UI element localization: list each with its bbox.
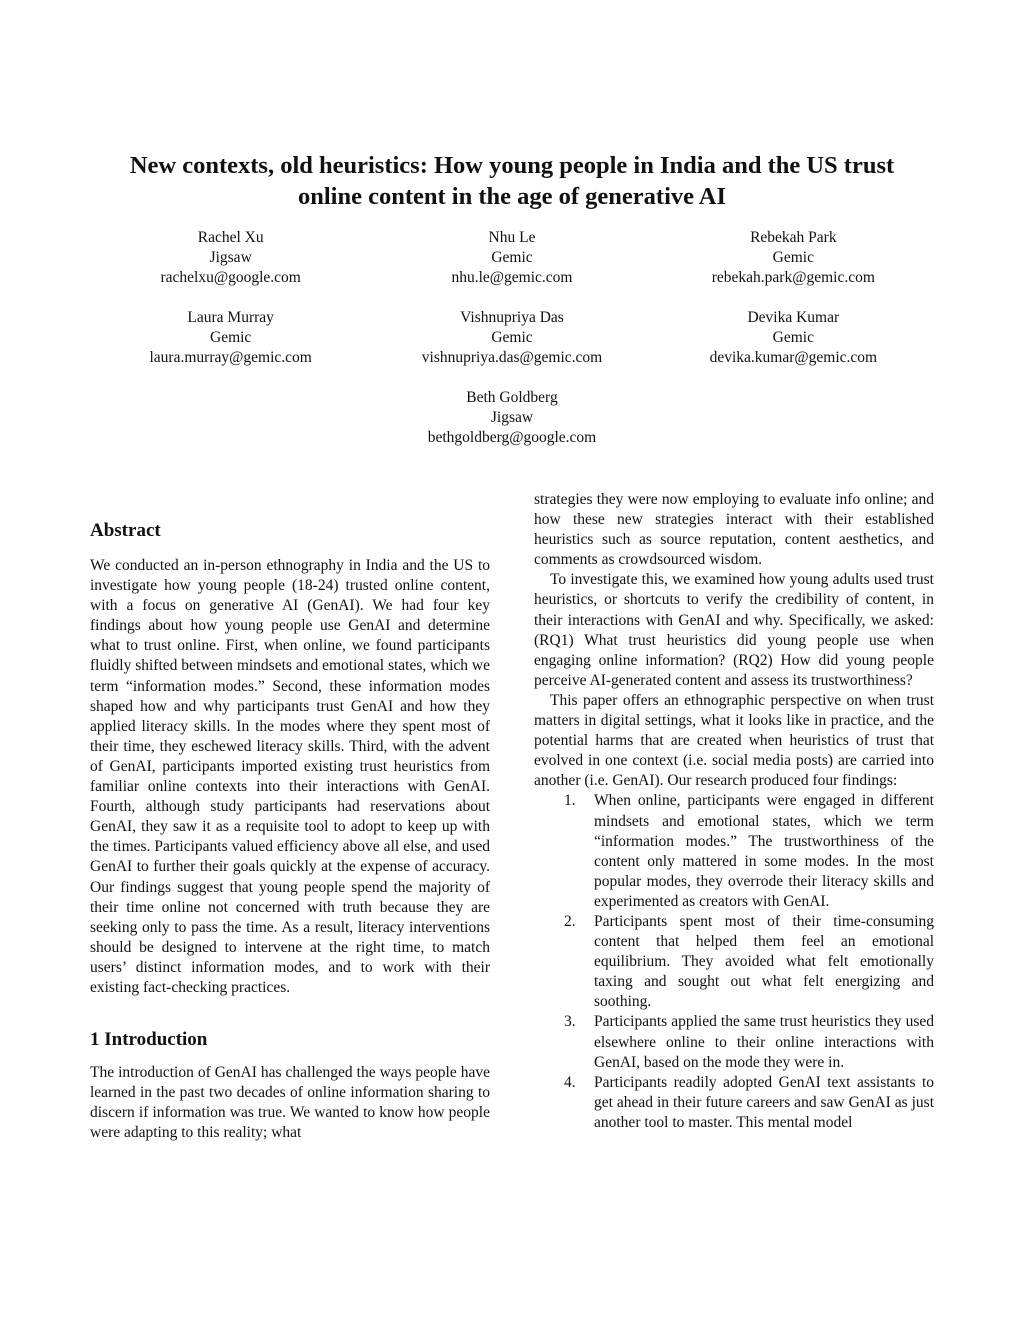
author-affiliation: Jigsaw <box>490 409 534 426</box>
left-column <box>90 519 490 1143</box>
author-email: rachelxu@google.com <box>160 269 301 286</box>
introduction-paragraph: The introduction of GenAI has challenged the ways people have learned in the past two decades of online information sharing to discern if information was true. We wanted to know how people were adapting to this reality; what <box>90 1064 490 1142</box>
author-affiliation: Gemic <box>491 249 533 266</box>
introduction-paragraph: This paper offers an ethnographic perspective on when trust matters in digital settings, what it looks like in practice, and the potential harms that are created when heuristics of trust that evolved in one context (i.e. social media posts) are carried into another (i.e. GenAI). Our research produced four findings: <box>534 691 934 790</box>
introduction-paragraph: To investigate this, we examined how young adults used trust heuristics, or shortcuts to verify the credibility of content, in their interactions with GenAI and why. Specifically, we asked: (RQ1) What trust heuristics did young people use when engaging online information? (RQ2) How did young people perceive AI-generated content and assess its trustworthiness? <box>534 571 934 689</box>
author-name: Nhu Le <box>488 229 536 246</box>
author-name: Rebekah Park <box>750 229 837 246</box>
author-email: bethgoldberg@google.com <box>427 429 597 446</box>
abstract-text: We conducted an in-person ethnography in India and the US to investigate how young people (18-24) trusted online content, with a focus on generative AI (GenAI). We had four key findings about how young people use GenAI and determine what to trust online. First, when online, we found participants fluidly shifted between mindsets and emotional states, which we term “information modes.” Second, these information modes shaped how and why participants trust GenAI and how they applied literacy skills. In the modes where they spent most of their time, they eschewed literacy skills. Third, with the advent of GenAI, participants imported existing trust heuristics from familiar online contexts into their interactions with GenAI. Fourth, although study participants had reservations about GenAI, they saw it as a requisite tool to adopt to keep up with the times. Participants valued efficiency above all else, and used GenAI to further their goals quickly at the expense of accuracy. Our findings suggest that young people spend the majority of their time online not concerned with truth because they are seeking only to pass the time. As a result, literacy interventions should be designed to intervene at the right time, to match users’ distinct information modes, and to work with their existing fact-checking practices. <box>90 557 490 996</box>
title-line-1: New contexts, old heuristics: How young people in India and the US trust <box>129 152 895 179</box>
author-entry <box>90 308 371 368</box>
introduction-paragraph-continued: strategies they were now employing to evaluate info online; and how these new strategies interact with their established heuristics such as source reputation, content aesthetics, and comments as crowdsourced wisdom. <box>534 491 934 569</box>
author-entry <box>371 308 652 368</box>
author-entry <box>371 228 652 288</box>
author-email: devika.kumar@gemic.com <box>709 349 878 366</box>
author-name: Beth Goldberg <box>466 389 558 406</box>
list-item-text: When online, participants were engaged in different mindsets and emotional states, which we term “information modes.” The trustworthiness of the content only mattered in some modes. In the most popular modes, they overrode their literacy skills and experimented as creators with GenAI. <box>594 792 934 910</box>
list-item <box>564 791 934 912</box>
author-name: Rachel Xu <box>197 229 264 246</box>
author-affiliation: Gemic <box>772 249 814 266</box>
author-email: vishnupriya.das@gemic.com <box>421 349 603 366</box>
list-item <box>564 1012 934 1072</box>
author-affiliation: Gemic <box>772 329 814 346</box>
author-affiliation: Gemic <box>210 329 252 346</box>
list-number: 1. <box>564 792 576 810</box>
author-entry <box>90 228 371 288</box>
author-entry <box>371 388 652 448</box>
author-email: nhu.le@gemic.com <box>451 269 573 286</box>
author-name: Vishnupriya Das <box>460 309 564 326</box>
list-number: 4. <box>564 1073 576 1091</box>
list-item-text: Participants readily adopted GenAI text assistants to get ahead in their future careers and saw GenAI as just another tool to master. This mental model <box>594 1073 934 1131</box>
author-block <box>90 228 934 448</box>
paper-title <box>90 150 934 212</box>
author-name: Devika Kumar <box>747 309 840 326</box>
list-item <box>564 912 934 1012</box>
list-number: 3. <box>564 1013 576 1031</box>
author-entry <box>653 228 934 288</box>
list-item-text: Participants applied the same trust heuristics they used elsewhere online to their online interactions with GenAI, based on the mode they were in. <box>594 1013 934 1071</box>
author-affiliation: Gemic <box>491 329 533 346</box>
list-number: 2. <box>564 912 576 930</box>
author-email: rebekah.park@gemic.com <box>711 269 875 286</box>
list-item <box>564 1073 934 1133</box>
author-affiliation: Jigsaw <box>209 249 252 266</box>
right-column <box>534 490 934 1133</box>
findings-list <box>534 791 934 1133</box>
title-line-2: online content in the age of generative AI <box>297 183 727 210</box>
author-email: laura.murray@gemic.com <box>149 349 312 366</box>
list-item-text: Participants spent most of their time-consuming content that helped them feel an emotional equilibrium. They avoided what felt emotionally taxing and sought out what felt energizing and soothing. <box>594 912 934 1011</box>
abstract-heading: Abstract <box>90 520 161 541</box>
introduction-heading: 1 Introduction <box>90 1029 208 1051</box>
author-name: Laura Murray <box>187 309 274 326</box>
author-entry <box>653 308 934 368</box>
